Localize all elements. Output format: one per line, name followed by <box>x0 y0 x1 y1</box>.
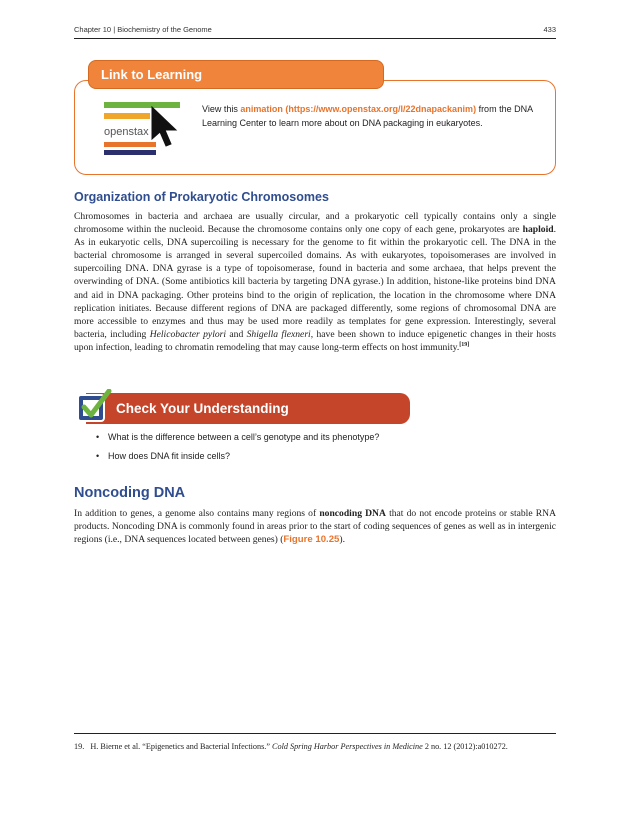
page-number: 433 <box>543 25 556 34</box>
species-shigella: Shigella flexneri <box>246 328 311 340</box>
list-item: • What is the difference between a cell’s genotype and its phenotype? <box>96 432 380 442</box>
figure-reference-link[interactable]: Figure 10.25 <box>283 534 340 546</box>
footnote-reference[interactable]: [19] <box>459 341 470 348</box>
section-heading-noncoding: Noncoding DNA <box>74 485 186 501</box>
animation-link[interactable]: animation (https://www.openstax.org/l/22dnapackanim) <box>240 104 477 114</box>
journal-title: Cold Spring Harbor Perspectives in Medicine <box>272 742 423 751</box>
running-header <box>74 25 556 39</box>
link-to-learning-title: Link to Learning <box>88 60 384 89</box>
checkbox-check-icon <box>76 389 112 425</box>
bullet: • <box>96 432 100 442</box>
term-noncoding-dna: noncoding DNA <box>319 508 386 519</box>
paragraph-noncoding: In addition to genes, a genome also contains many regions of noncoding DNA that do not encode proteins or stable RNA products. Noncoding DNA is commonly found in areas prior to the start of coding sequences of genes as well as in intergenic regions (i.e., DNA sequences located between genes) (Figure 10.25). <box>74 508 557 546</box>
bullet: • <box>96 451 100 461</box>
cursor-icon <box>152 107 176 146</box>
header-rule <box>74 38 556 39</box>
check-understanding-list <box>96 430 379 468</box>
check-your-understanding-title: Check Your Understanding <box>86 393 410 424</box>
footnote: 19. H. Bierne et al. “Epigenetics and Bacterial Infections.” Cold Spring Harbor Perspectives in Medicine 2 no. 12 (2012):a010272. <box>74 742 508 751</box>
logo-wordmark: openstax <box>104 126 149 138</box>
list-item: • How does DNA fit inside cells? <box>96 451 231 461</box>
term-haploid: haploid <box>522 224 554 236</box>
footnote-rule <box>74 733 556 734</box>
species-helicobacter: Helicobacter pylori <box>149 328 227 340</box>
link-to-learning-text: View this animation (https://www.openstax.org/l/22dnapackanim) from the DNA Learning Center to learn more about on DNA packaging in eukaryotes. <box>202 104 533 128</box>
openstax-logo <box>104 99 190 157</box>
paragraph-organization: Chromosomes in bacteria and archaea are usually circular, and a prokaryotic cell typically contains only a single chromosome within the nucleoid. Because the chromosome contains only one copy of each gene, prokaryotes are haploid. As in eukaryotic cells, DNA supercoiling is necessary for the genome to fit within the prokaryotic cell. The DNA in the bacterial chromosome is arranged in several supercoiled domains. As with eukaryotes, topoisomerases are involved in supercoiling DNA. DNA gyrase is a type of topoisomerase, found in bacteria and some archaea, that helps prevent the overwinding of DNA. (Some antibiotics kill bacteria by targeting DNA gyrase.) In addition, histone-like proteins bind DNA and aid in DNA packaging. Other proteins bind to the origin of replication, the location in the chromosome where DNA replication initiates. Because different regions of DNA are packaged differently, some regions of chromosomal DNA are more accessible to enzymes and thus may be used more readily as templates for gene expression. Interestingly, several bacteria, including Helicobacter pylori and Shigella flexneri, have been shown to induce epigenetic changes in their hosts upon infection, leading to chromatin remodeling that may cause long-term effects on host immunity.[19] <box>74 211 556 353</box>
chapter-title: Chapter 10 | Biochemistry of the Genome <box>74 25 212 34</box>
section-heading-organization: Organization of Prokaryotic Chromosomes <box>74 190 329 204</box>
